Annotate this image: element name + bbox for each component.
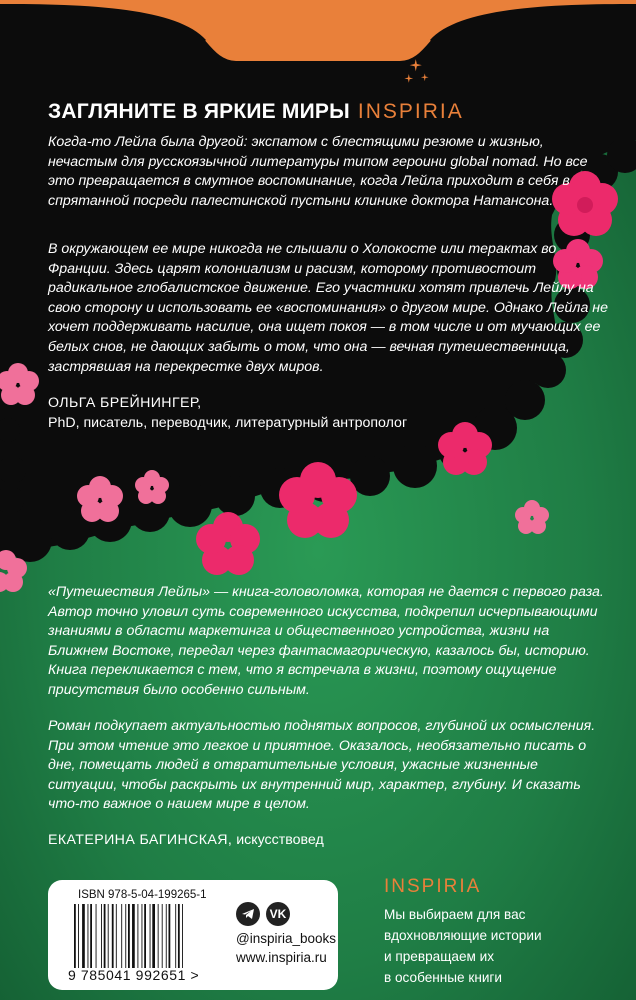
section-heading <box>48 100 464 124</box>
barcode-bar <box>121 904 122 968</box>
footer-tagline <box>384 904 614 988</box>
barcode-bar <box>169 904 171 968</box>
barcode-bar <box>178 904 180 968</box>
review1-author-name: ОЛЬГА БРЕЙНИНГЕР, <box>48 395 202 411</box>
barcode-bar <box>142 904 143 968</box>
telegram-icon[interactable] <box>236 902 260 926</box>
barcode-bar <box>90 904 92 968</box>
barcode-bar <box>182 904 183 968</box>
barcode-bar <box>144 904 146 968</box>
review1-author-title: PhD, писатель, переводчик, литературный антрополог <box>48 414 408 431</box>
tagline-line: и превращаем их <box>384 949 495 964</box>
barcode-number: 9 785041 992651 > <box>68 967 200 983</box>
barcode-bar <box>125 904 126 968</box>
review2-paragraph2: Роман подкупает актуальностью поднятых вопросов, глубиной их осмысления. При этом чтение это легкое и приятное. Оказалось, необязательно писать о дне, помещать людей в отвратительные условия, ужасные жизненные ситуации, чтобы раскрыть их внутренний мир, характер, глубину. И сказать что-то важное о нашем мире в целом. <box>48 718 596 813</box>
review2-author-title: искусствовед <box>236 832 324 848</box>
barcode-bar <box>96 904 97 968</box>
barcode-bar <box>78 904 79 968</box>
barcode-bar <box>116 904 117 968</box>
review2-author <box>48 831 324 851</box>
footer-brand: INSPIRIA <box>384 876 482 897</box>
barcode-bar <box>82 904 85 968</box>
barcode-bar <box>150 904 151 968</box>
barcode-bar <box>162 904 163 968</box>
barcode-bar <box>74 904 76 968</box>
top-orange-edge <box>0 0 636 70</box>
tagline-line: вдохновляющие истории <box>384 928 542 943</box>
review1-paragraph2: В окружающем ее мире никогда не слышали о Холокосте или терактах во Франции. Здесь царят колониализм и расизм, которому противостоит радикальное глобалистское движение. Его участники хотят привлечь Лейлу на свою сторону и использовать ее «воспоминания» о другом мире. Однако Лейла не хочет поддерживать насилие, она ищет покоя — в том числе и от мучающих ее белых снов, не дающих забыть о том, что она — вечная путешественница, застрявшая на перекрестке двух миров. <box>48 241 608 375</box>
barcode-bar <box>88 904 89 968</box>
website-link[interactable]: www.inspiria.ru <box>236 950 327 965</box>
barcode-bar <box>104 904 106 968</box>
isbn-label: ISBN 978-5-04-199265-1 <box>78 889 207 901</box>
review2-paragraph1: «Путешествия Лейлы» — книга-головоломка, которая не дается с первого раза. Автор точно уловил суть современного искусства, подкрепил исчерпывающими знаниями в области маркетинга и общественного устройства, жизни на Ближнем Востоке, передал через фантасмагорическую, казалось бы, историю. Книга перекликается с тем, что я встречала в жизни, поэтому ощущение присутствия было особенно сильным. <box>48 584 604 698</box>
tagline-line: Мы выбираем для вас <box>384 907 526 922</box>
barcode-bar <box>152 904 155 968</box>
barcode-bar <box>128 904 130 968</box>
sparkle-icon <box>402 58 432 88</box>
vk-icon[interactable]: VK <box>266 902 290 926</box>
barcode <box>72 904 222 968</box>
barcode-bar <box>132 904 135 968</box>
barcode-bar <box>101 904 102 968</box>
review1-author <box>48 394 407 433</box>
heading-title: ЗАГЛЯНИТЕ В ЯРКИЕ МИРЫ <box>48 100 350 123</box>
heading-brand: INSPIRIA <box>357 100 464 123</box>
tagline-line: в особенные книги <box>384 970 502 985</box>
barcode-bar <box>158 904 159 968</box>
social-handle[interactable]: @inspiria_books <box>236 931 337 946</box>
barcode-bar <box>112 904 114 968</box>
barcode-bar <box>137 904 138 968</box>
barcode-bar <box>108 904 109 968</box>
review1-paragraph1: Когда-то Лейла была другой: экспатом с блестящими резюме и жизнью, нечастым для русскоязычной литературы типом героини global nomad. Но все это превращается в смутное воспоминание, когда Лейла приходит в себя в спрятанной посреди палестинской пустыни клинике доктора Натансона. <box>48 134 588 209</box>
barcode-bar <box>166 904 167 968</box>
review2-author-name: ЕКАТЕРИНА БАГИНСКАЯ, <box>48 832 233 848</box>
barcode-bar <box>175 904 176 968</box>
